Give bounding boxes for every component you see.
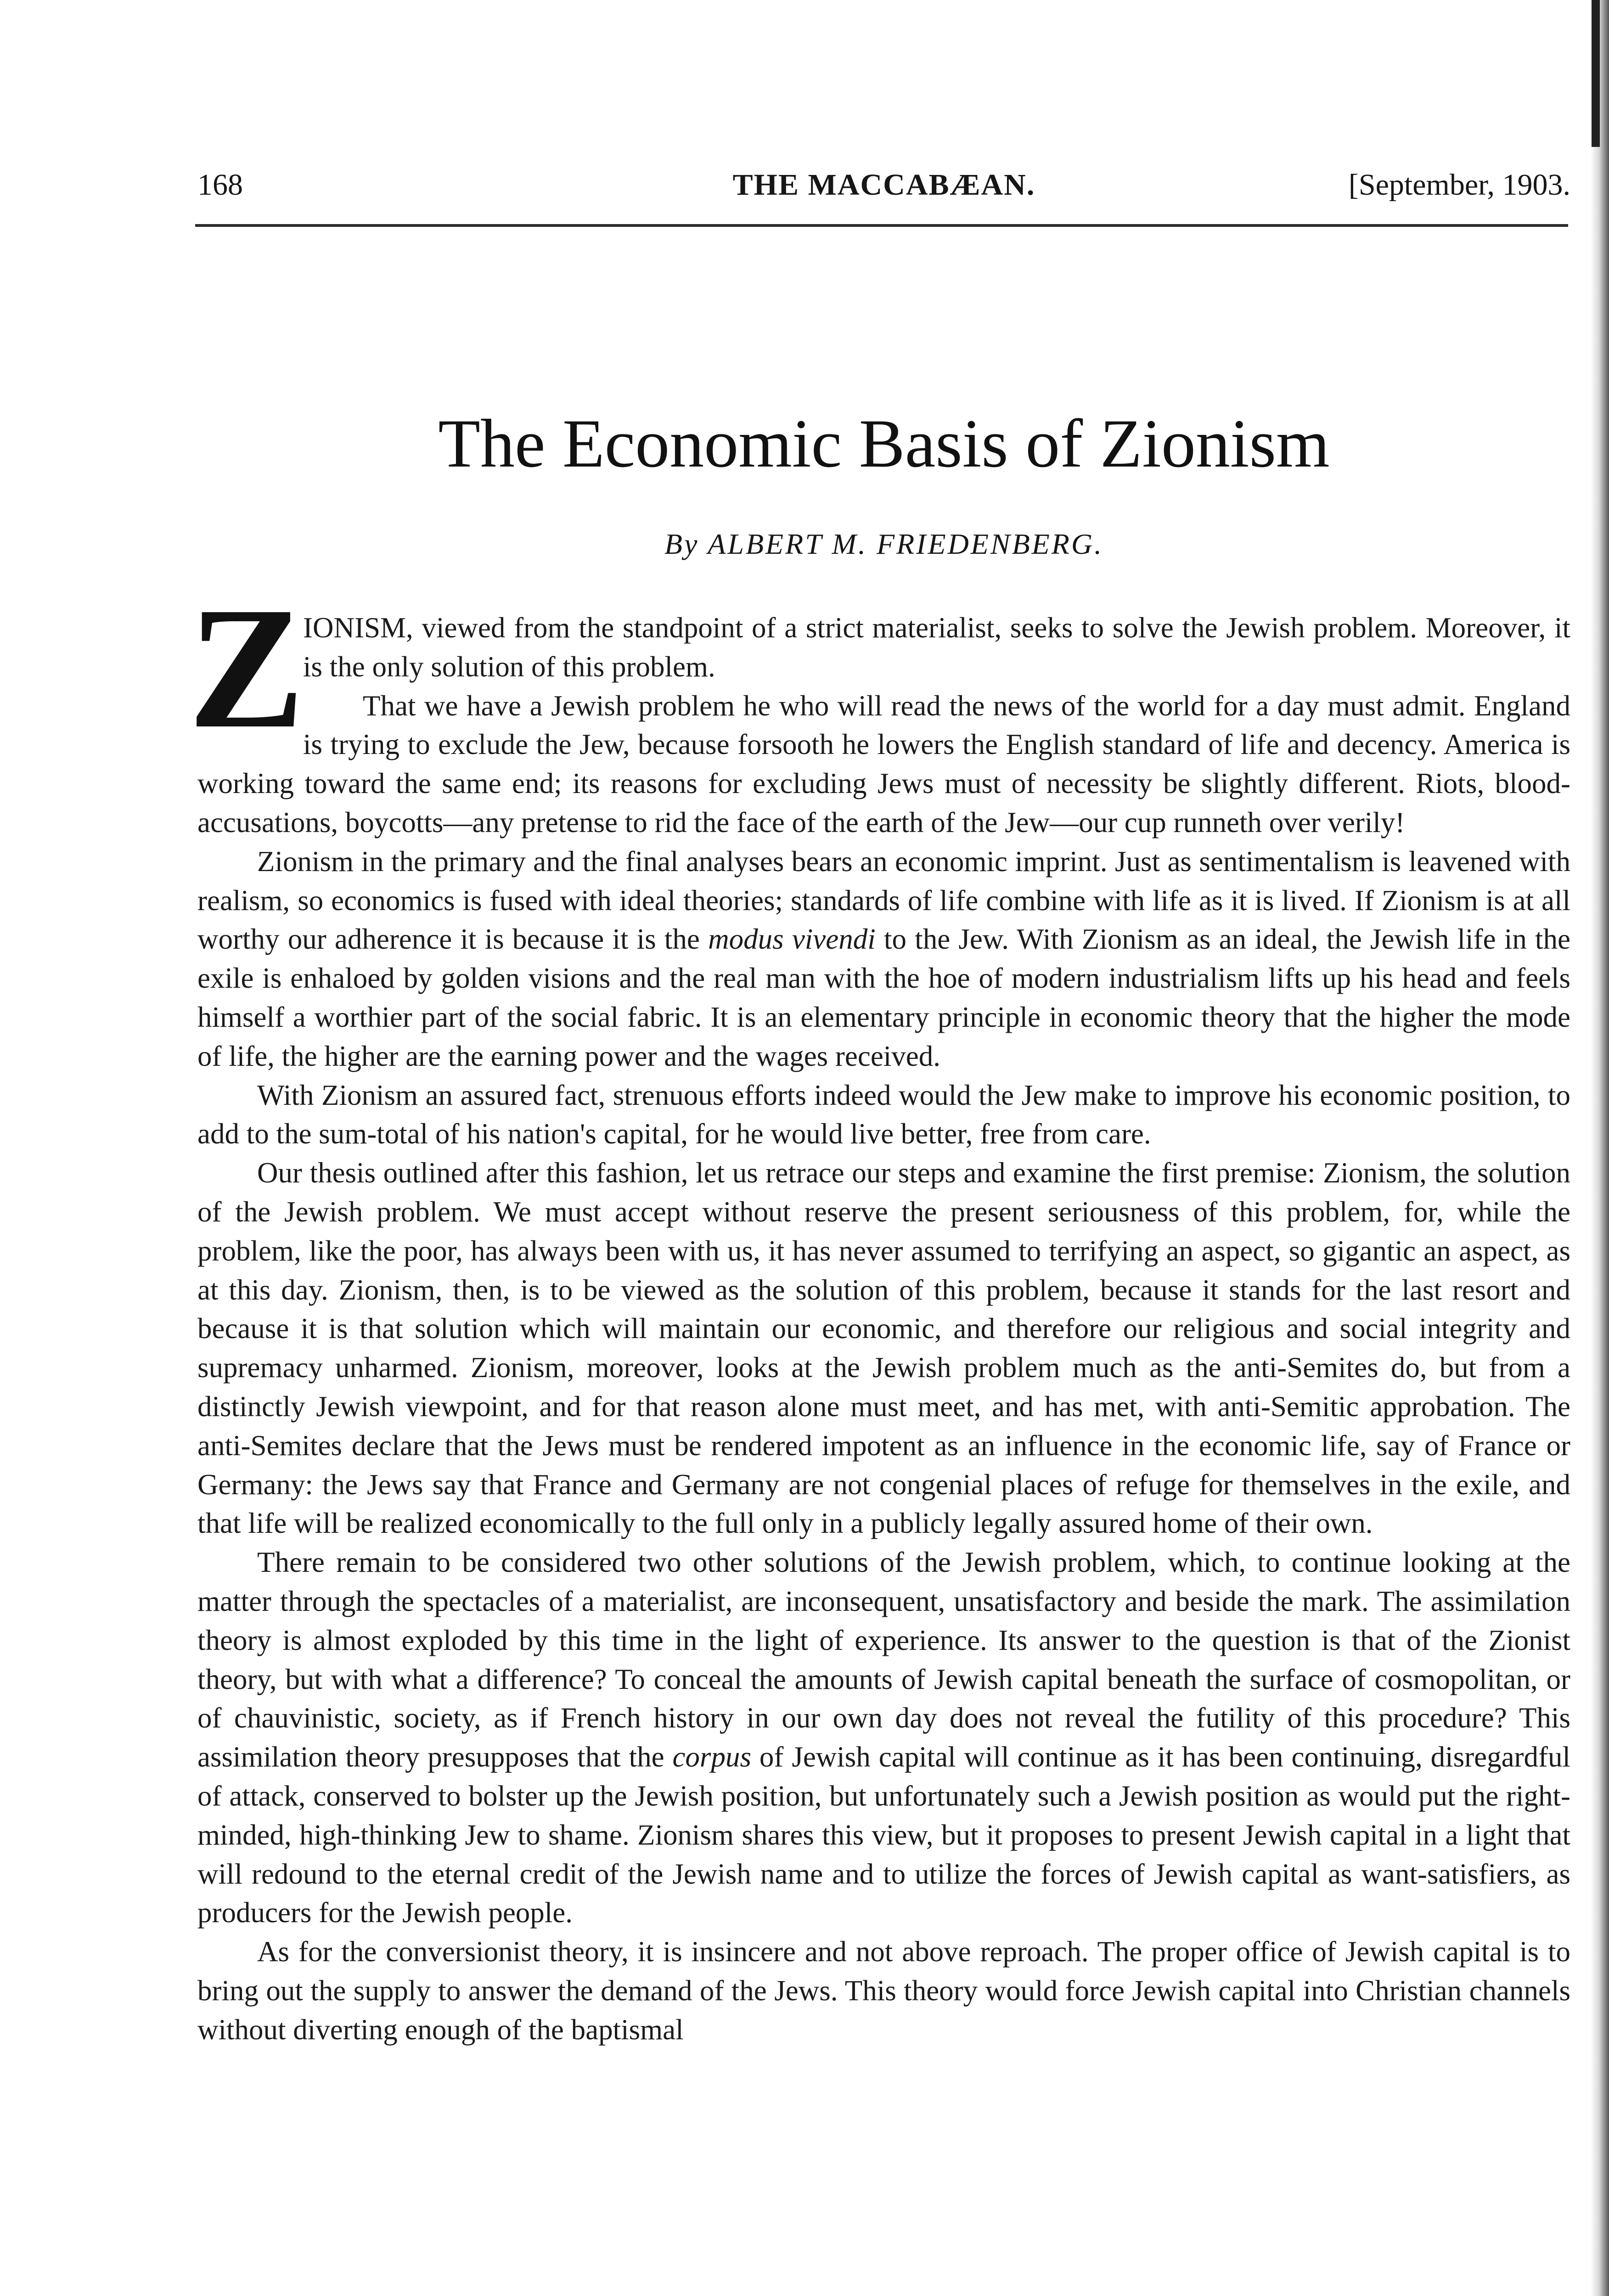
paragraph-5-after: of Jewish capital will continue as it has been continuing, disregardful of attack, conserved to bolster up the Jewish position, but unfortunately such a Jewish position as would put the right-minded, high-thinking Jew to shame. Zionism shares this view, but it proposes to present Jewish capital in a light that will redound to the eternal credit of the Jewish name and to utilize the forces of Jewish capital as want-satisfiers, as producers for the Jewish people. bbox=[197, 1741, 1571, 1929]
paragraph-2-after: to the Jew. With Zionism as an ideal, the Jewish life in the exile is enhaloed by golden visions and the real man with the hoe of modern industrialism lifts up his head and feels himself a worthier part of the social fabric. It is an elementary principle in economic theory that the higher the mode of life, the higher are the earning power and the wages received. bbox=[197, 923, 1571, 1072]
drop-cap-space bbox=[197, 608, 303, 760]
header-rule bbox=[195, 224, 1568, 227]
paragraph-4: Our thesis outlined after this fashion, let us retrace our steps and examine the first premise: Zionism, the solution of the Jewish problem. We must accept without reserve the present seriousness of this problem, for, while the problem, like the poor, has always been with us, it has never assumed to terrifying an aspect, so gigantic an aspect, as at this day. Zionism, then, is to be viewed as the solution of this problem, because it stands for the last resort and because it is that solution which will maintain our economic, and therefore our religious and social integrity and supremacy unharmed. Zionism, moreover, looks at the Jewish problem much as the anti-Semites do, but from a distinctly Jewish viewpoint, and for that reason alone must meet, and has met, with anti-Semitic approbation. The anti-Semites declare that the Jews must be rendered impotent as an influence in the economic life, say of France or Germany: the Jews say that France and Germany are not congenial places of refuge for themselves in the exile, and that life will be realized economically to the full only in a publicly legally assured home of their own. bbox=[197, 1157, 1570, 1540]
paragraph-2-before: Zionism in the primary and the final analyses bears an economic imprint. Just as sentimentalism is leavened with realism, so economics is fused with ideal theories; standards of life combine with life as it is lived. If Zionism is at all worthy our adherence it is because it is the bbox=[197, 845, 1570, 956]
running-header bbox=[197, 168, 1570, 218]
issue-date: [September, 1903. bbox=[1348, 168, 1570, 202]
paragraph-1b: That we have a Jewish problem he who will read the news of the world for a day must admit. England is trying to exclude the Jew, because forsooth he lowers the English standard of life and decency. America is working toward the same end; its reasons for excluding Jews must of necessity be slightly different. Riots, blood-accusations, boycotts—any pretense to rid the face of the earth of the Jew—our cup runneth over verily! bbox=[197, 689, 1570, 838]
magazine-title: THE MACCABÆAN. bbox=[732, 168, 1035, 202]
article-byline: By ALBERT M. FRIEDENBERG. bbox=[664, 528, 1104, 560]
page-number: 168 bbox=[197, 168, 243, 202]
paragraph-6: As for the conversionist theory, it is insincere and not above reproach. The proper office of Jewish capital is to bring out the supply to answer the demand of the Jews. This theory would force Jewish capital into Christian channels without diverting enough of the baptismal bbox=[197, 1936, 1570, 2046]
paragraph-2 bbox=[197, 842, 1570, 1076]
article-body bbox=[197, 608, 1570, 2049]
page-edge bbox=[1591, 0, 1609, 2296]
paragraph-1a: IONISM, viewed from the standpoint of a strict materialist, seeks to solve the Jewish problem. Moreover, it is the only solution of this problem. bbox=[303, 612, 1570, 683]
article-title: The Economic Basis of Zionism bbox=[438, 405, 1330, 482]
drop-cap: Z bbox=[188, 571, 305, 765]
scan-edge-mark bbox=[1592, 0, 1600, 147]
paragraph-5-italic: corpus bbox=[672, 1741, 751, 1773]
paragraph-2-italic: modus vivendi bbox=[708, 923, 876, 956]
paragraph-3: With Zionism an assured fact, strenuous efforts indeed would the Jew make to improve his economic position, to add to the sum-total of his nation's capital, for he would live better, free from care. bbox=[197, 1079, 1570, 1150]
paragraph-5-before: There remain to be considered two other solutions of the Jewish problem, which, to continue looking at the matter through the spectacles of a materialist, are inconsequent, unsatisfactory and beside the mark. The assimilation theory is almost exploded by this time in the light of experience. Its answer to the question is that of the Zionist theory, but with what a difference? To conceal the amounts of Jewish capital beneath the surface of cosmopolitan, or of chauvinistic, society, as if French history in our own day does not reveal the futility of this procedure? This assimilation theory presupposes that the bbox=[197, 1546, 1570, 1773]
paragraph-5 bbox=[197, 1543, 1570, 1932]
